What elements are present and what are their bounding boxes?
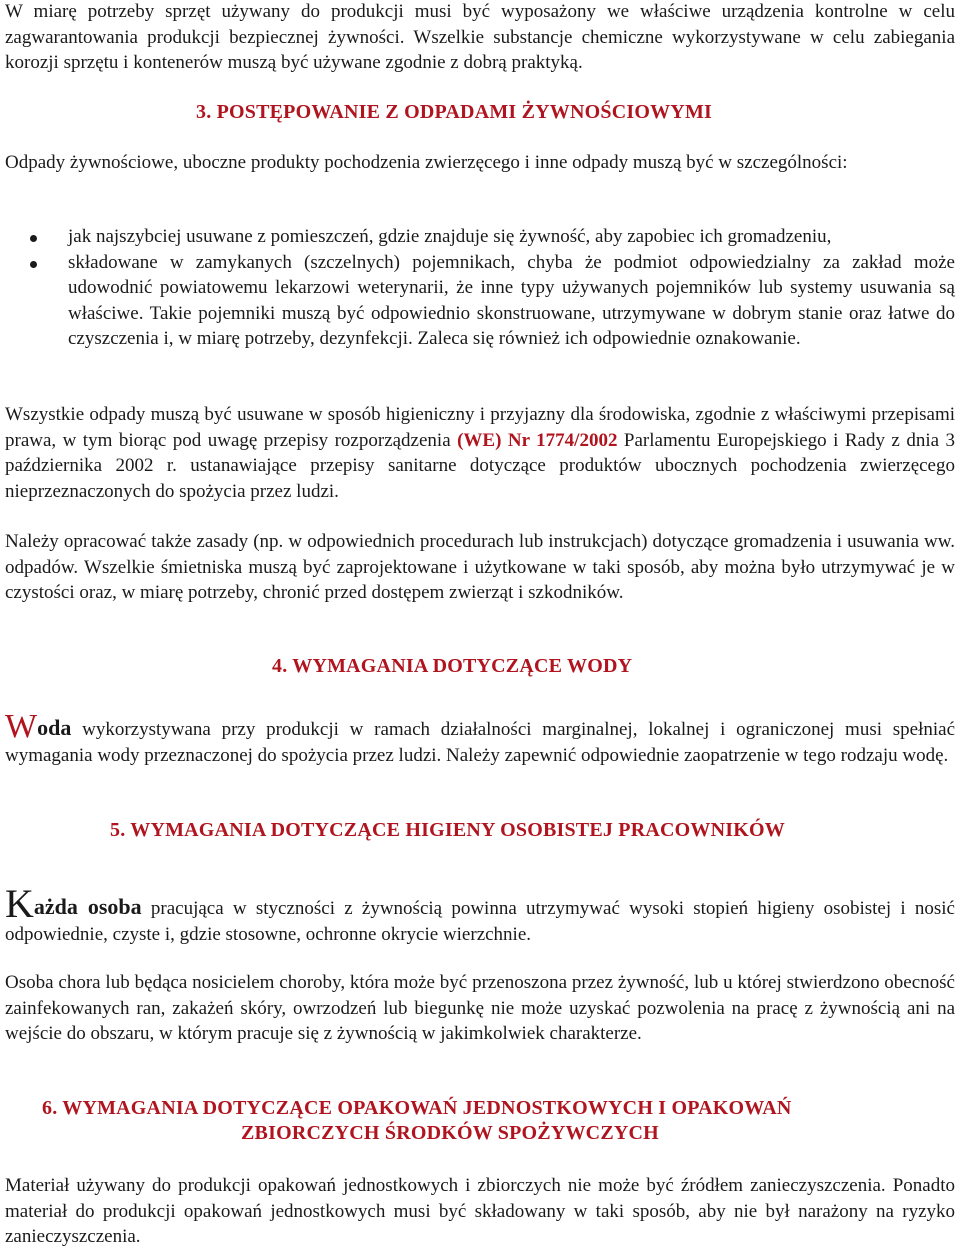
- waste-disposal-paragraph: [5, 402, 955, 504]
- water-paragraph: [5, 708, 955, 768]
- lead-word: ażda osoba: [33, 894, 142, 919]
- section-6-heading-line-1: 6. WYMAGANIA DOTYCZĄCE OPAKOWAŃ JEDNOSTKOWYCH I OPAKOWAŃ: [42, 1097, 792, 1119]
- bullet-icon: [30, 261, 37, 268]
- section-6-heading-line-2: ZBIORCZYCH ŚRODKÓW SPOŻYWCZYCH: [241, 1122, 659, 1144]
- regulation-reference: (WE) Nr 1774/2002: [457, 429, 618, 451]
- lead-word: oda: [37, 715, 72, 740]
- drop-letter: K: [5, 881, 34, 926]
- list-item-text: składowane w zamykanych (szczelnych) pojemnikach, chyba że podmiot odpowiedzialny za zakład może udowodnić powiatowemu lekarzowi weterynarii, że inne typy używanych pojemników lub systemy usuwania są właściwe. Takie pojemniki muszą być odpowiednio skonstruowane, utrzymywane w dobrym stanie oraz łatwe do czyszczenia i, w miarę potrzeby, dezynfekcji. Zaleca się również ich odpowiednie oznakowanie.: [68, 251, 955, 349]
- section-3-heading: 3. POSTĘPOWANIE Z ODPADAMI ŻYWNOŚCIOWYMI: [196, 101, 712, 123]
- list-item-text: jak najszybciej usuwane z pomieszczeń, gdzie znajduje się żywność, aby zapobiec ich gromadzeniu,: [68, 226, 832, 247]
- intro-paragraph: W miarę potrzeby sprzęt używany do produkcji musi być wyposażony we właściwe urządzenia kontrolne w celu zagwarantowania produkcji bezpiecznej żywności. Wszelkie substancje chemiczne wykorzystywane w celu zabiegania korozji sprzętu i kontenerów muszą być używane zgodnie z dobrą praktyką.: [5, 1, 955, 73]
- drop-letter: W: [5, 708, 38, 745]
- list-item: [5, 250, 955, 352]
- section-4-heading: 4. WYMAGANIA DOTYCZĄCE WODY: [272, 655, 633, 677]
- packaging-paragraph: Materiał używany do produkcji opakowań jednostkowych i zbiorczych nie może być źródłem zanieczyszczenia. Ponadto materiał do produkcji opakowań jednostkowych musi być składowany w taki sposób, aby nie był narażony na ryzyko zanieczyszczenia.: [5, 1175, 955, 1247]
- list-item: [5, 224, 955, 250]
- section-3-lead: Odpady żywnościowe, uboczne produkty pochodzenia zwierzęcego i inne odpady muszą być w szczególności:: [5, 152, 848, 173]
- waste-rules-paragraph: Należy opracować także zasady (np. w odpowiednich procedurach lub instrukcjach) dotyczące gromadzenia i usuwania ww. odpadów. Wszelkie śmietniska muszą być zaprojektowane i użytkowane w taki sposób, aby można było utrzymywać je w czystości oraz, w miarę potrzeby, chronić przed dostępem zwierząt i szkodników.: [5, 531, 955, 603]
- text-run: Parlamentu Europejskiego i Rady z dnia 3 października 2002 r. ustanawiające przepisy sanitarne dotyczące produktów ubocznych pochodzenia zwierzęcego nieprzeznaczonych do spożycia przez ludzi.: [5, 429, 955, 502]
- illness-paragraph: Osoba chora lub będąca nosicielem choroby, która może być przenoszona przez żywność, lub u której stwierdzono obecność zainfekowanych ran, zakażeń skóry, owrzodzeń lub biegunkę nie może uzyskać pozwolenia na pracę z żywnością ani na wejście do obszaru, w którym pracuje się z żywnością w jakimkolwiek charakterze.: [5, 972, 955, 1044]
- hygiene-paragraph: [5, 881, 955, 947]
- waste-requirements-list: [5, 224, 955, 352]
- text-run: pracująca w styczności z żywnością powinna utrzymywać wysoki stopień higieny osobistej i nosić odpowiednie, czyste i, gdzie stosowne, ochronne okrycie wierzchnie.: [5, 898, 955, 945]
- text-run: Wszystkie odpady muszą być usuwane w sposób higieniczny i przyjazny dla środowiska, zgodnie z właściwymi przepisami prawa, w tym biorąc pod uwagę przepisy rozporządzenia: [5, 404, 955, 451]
- bullet-icon: [30, 235, 37, 242]
- section-5-heading: 5. WYMAGANIA DOTYCZĄCE HIGIENY OSOBISTEJ PRACOWNIKÓW: [110, 819, 785, 841]
- text-run: wykorzystywana przy produkcji w ramach działalności marginalnej, lokalnej i ograniczonej musi spełniać wymagania wody przeznaczonej do spożycia przez ludzi. Należy zapewnić odpowiednie zaopatrzenie w tego rodzaju wodę.: [5, 719, 955, 766]
